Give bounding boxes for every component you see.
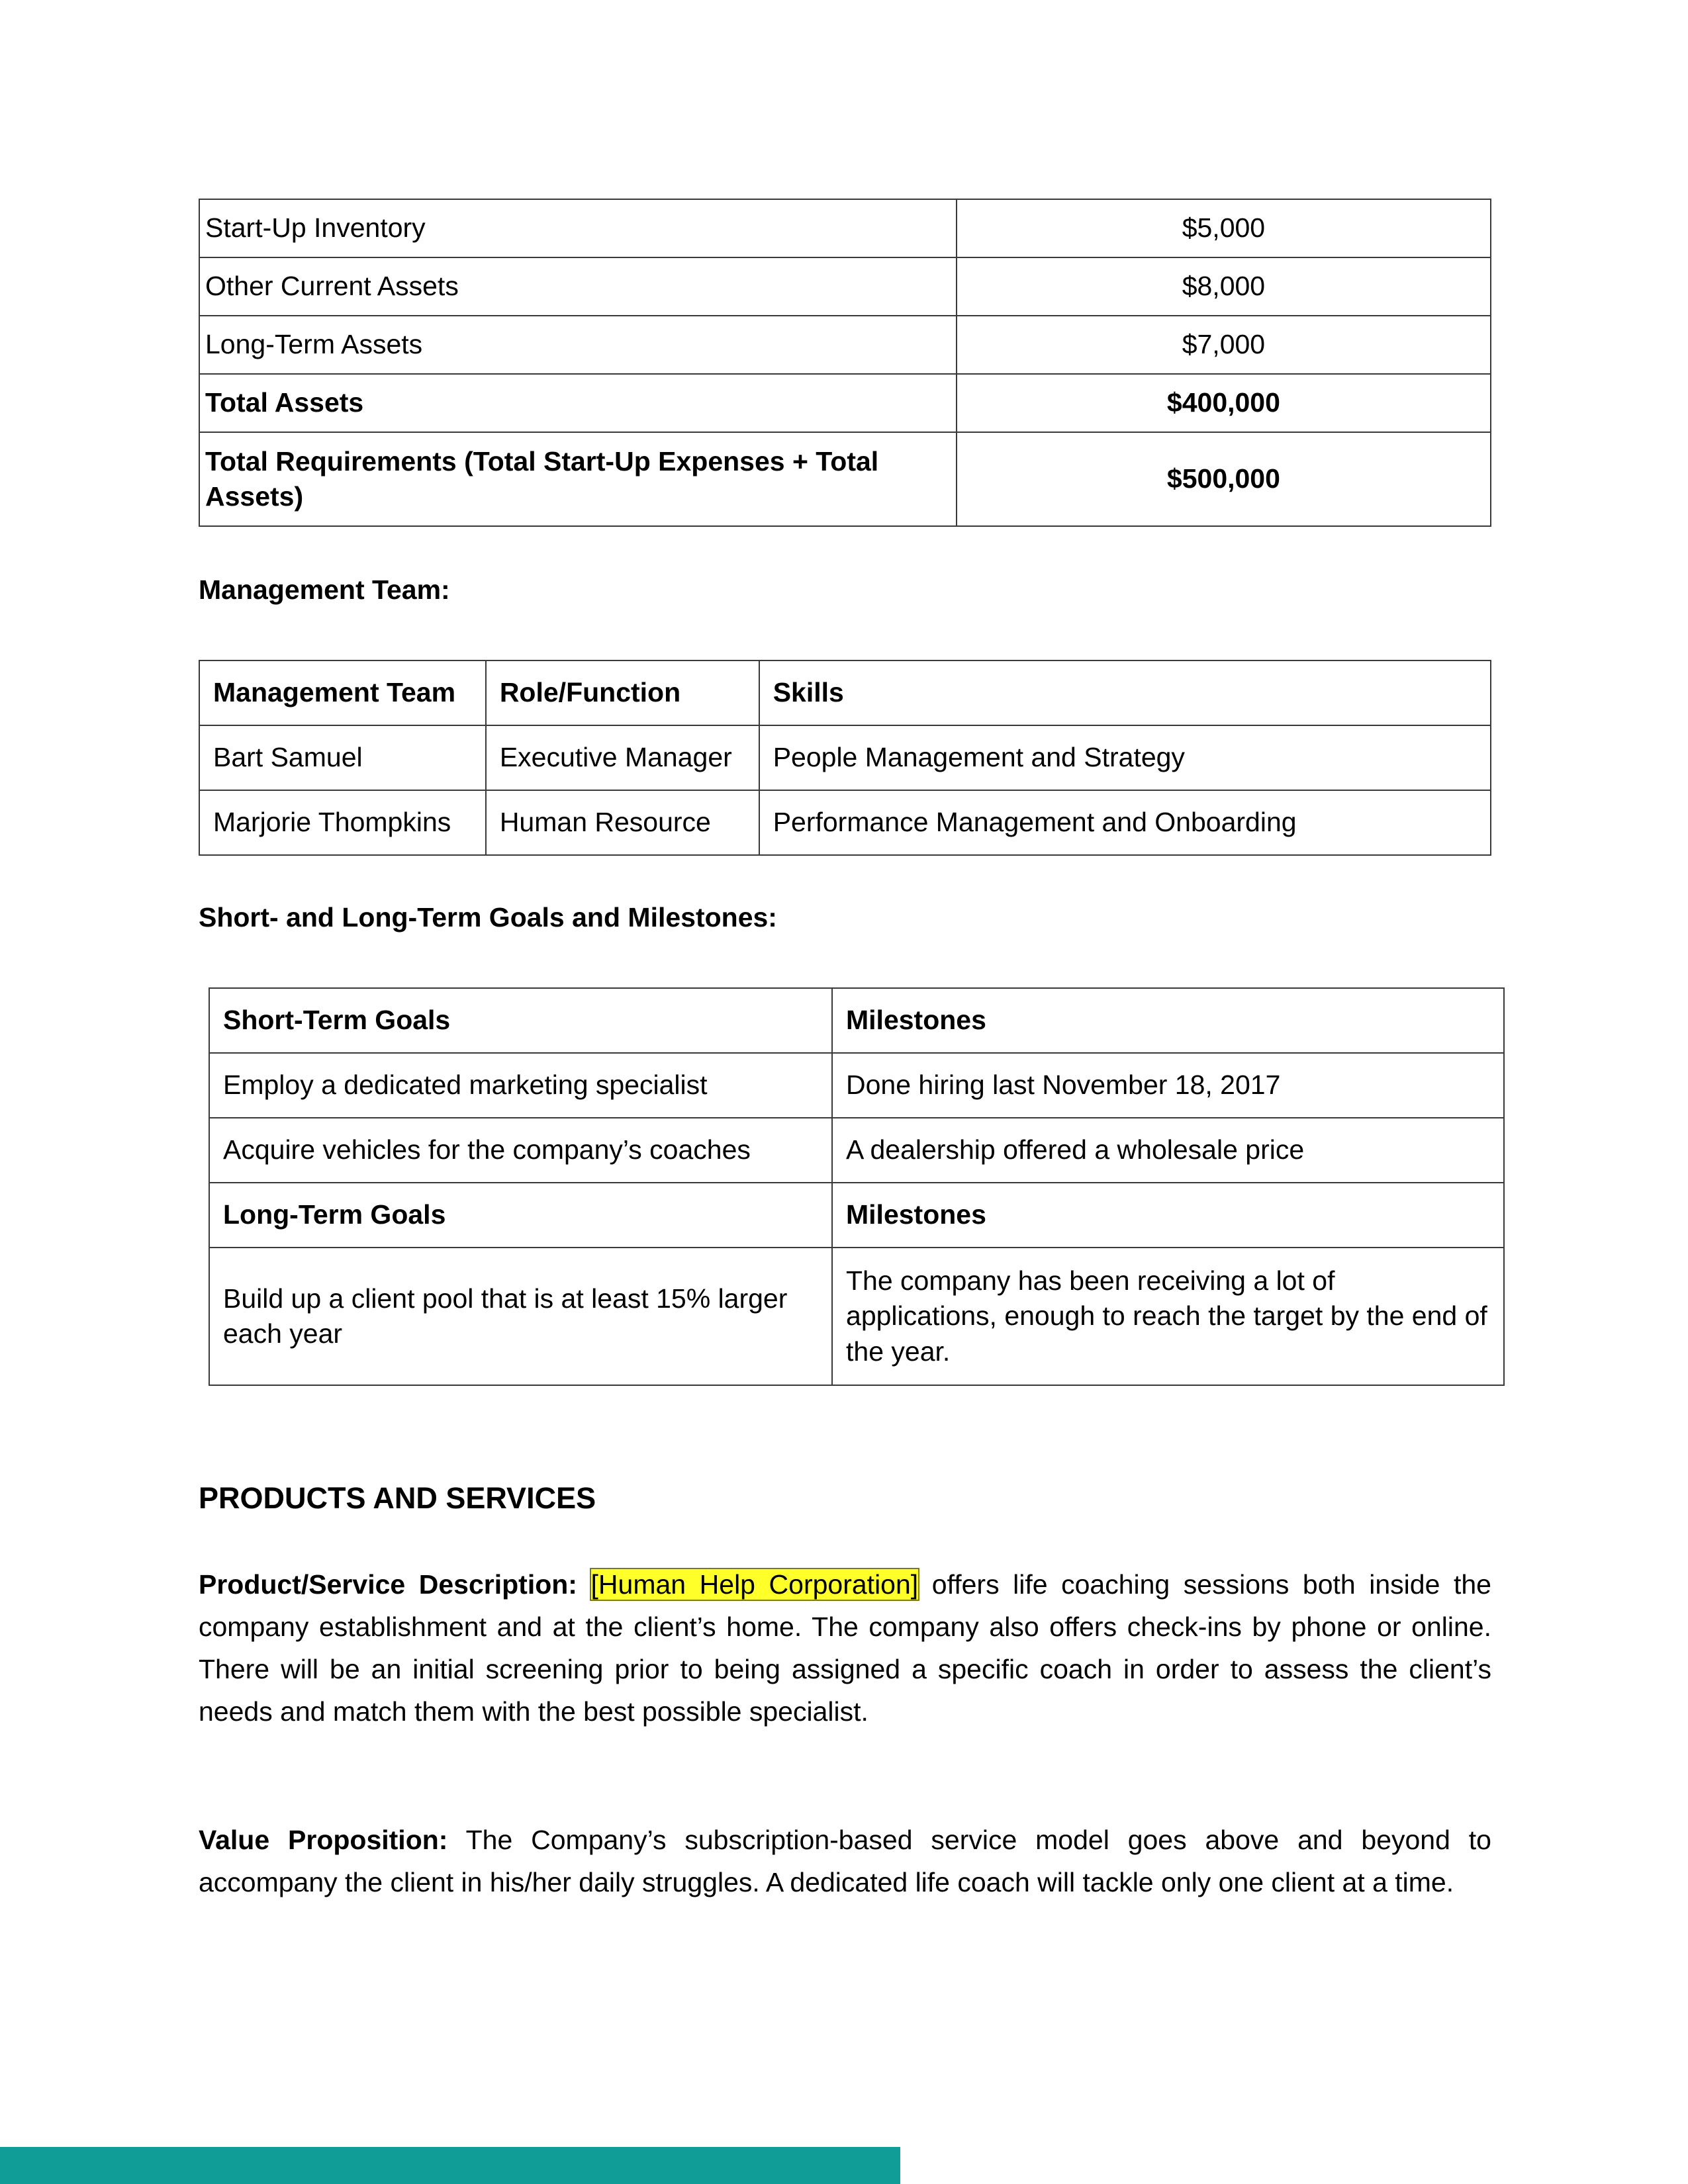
assets-table	[199, 199, 1491, 527]
asset-value: $8,000	[957, 257, 1491, 316]
product-description-text: offers life coaching sessions both inside the company establishment and at the client’s home. The company also offers check-ins by phone or online. There will be an initial screening prior to being assigned a specific coach in order to assess the client’s needs and match them with the best possible specialist.	[199, 1569, 1491, 1727]
member-role: Human Resource	[486, 790, 759, 855]
column-header: Milestones	[832, 1183, 1504, 1248]
table-row	[199, 374, 1491, 432]
table-row	[199, 199, 1491, 257]
goals-table	[209, 987, 1505, 1386]
asset-label: Other Current Assets	[199, 257, 957, 316]
table-header-row	[199, 660, 1491, 725]
product-description-label: Product/Service Description:	[199, 1569, 577, 1600]
asset-label: Start-Up Inventory	[199, 199, 957, 257]
member-name: Marjorie Thompkins	[199, 790, 486, 855]
column-header: Long-Term Goals	[209, 1183, 832, 1248]
table-row	[199, 432, 1491, 526]
column-header: Milestones	[832, 988, 1504, 1053]
goal-text: Build up a client pool that is at least 15% larger each year	[209, 1248, 832, 1385]
management-team-heading: Management Team:	[199, 574, 450, 605]
goals-heading: Short- and Long-Term Goals and Milestones:	[199, 902, 777, 933]
column-header: Skills	[759, 660, 1491, 725]
table-row	[199, 790, 1491, 855]
table-header-row	[209, 1183, 1504, 1248]
table-row	[209, 1118, 1504, 1183]
value-proposition-label: Value Proposition:	[199, 1825, 448, 1855]
column-header: Management Team	[199, 660, 486, 725]
table-row	[199, 316, 1491, 374]
member-skills: Performance Management and Onboarding	[759, 790, 1491, 855]
table-row	[199, 725, 1491, 790]
member-skills: People Management and Strategy	[759, 725, 1491, 790]
products-section-title: PRODUCTS AND SERVICES	[199, 1481, 596, 1515]
goal-text: Employ a dedicated marketing specialist	[209, 1053, 832, 1118]
table-row	[209, 1248, 1504, 1385]
management-table	[199, 660, 1491, 856]
total-requirements-value: $500,000	[957, 432, 1491, 526]
table-row	[199, 257, 1491, 316]
milestone-text: A dealership offered a wholesale price	[832, 1118, 1504, 1183]
asset-label: Long-Term Assets	[199, 316, 957, 374]
table-header-row	[209, 988, 1504, 1053]
column-header: Role/Function	[486, 660, 759, 725]
value-proposition-text: The Company’s subscription-based service model goes above and beyond to accompany the client in his/her daily struggles. A dedicated life coach will tackle only one client at a time.	[199, 1825, 1491, 1897]
member-role: Executive Manager	[486, 725, 759, 790]
milestone-text: The company has been receiving a lot of applications, enough to reach the target by the end of the year.	[832, 1248, 1504, 1385]
table-row	[209, 1053, 1504, 1118]
total-assets-label: Total Assets	[199, 374, 957, 432]
product-description-paragraph	[199, 1563, 1491, 1733]
goal-text: Acquire vehicles for the company’s coaches	[209, 1118, 832, 1183]
company-name-placeholder: [Human Help Corporation]	[590, 1569, 919, 1600]
milestone-text: Done hiring last November 18, 2017	[832, 1053, 1504, 1118]
value-proposition-paragraph	[199, 1819, 1491, 1903]
asset-value: $5,000	[957, 199, 1491, 257]
asset-value: $7,000	[957, 316, 1491, 374]
total-requirements-label: Total Requirements (Total Start-Up Expenses + Total Assets)	[199, 432, 957, 526]
column-header: Short-Term Goals	[209, 988, 832, 1053]
footer-accent-bar	[0, 2147, 900, 2184]
total-assets-value: $400,000	[957, 374, 1491, 432]
member-name: Bart Samuel	[199, 725, 486, 790]
